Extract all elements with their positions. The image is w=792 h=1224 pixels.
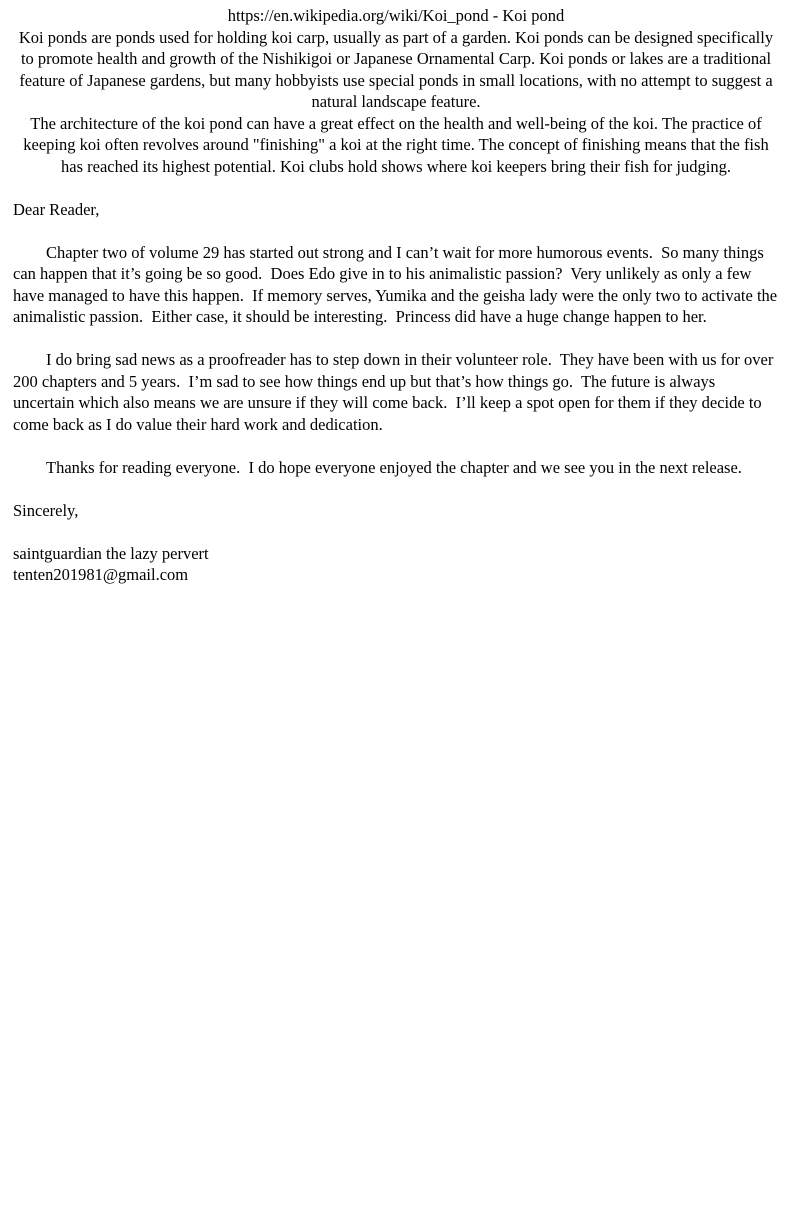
koi-pond-architecture-paragraph: The architecture of the koi pond can have a great effect on the health and well-being of the koi. The practice of keeping koi often revolves around "finishing" a koi at the right time. The concept of finishing means that the fish has reached its highest potential. Koi clubs hold shows where koi keepers bring their fish for judging. xyxy=(23,113,769,176)
signature-block xyxy=(13,543,779,586)
salutation: Dear Reader, xyxy=(13,199,100,219)
letter-body xyxy=(13,199,782,586)
source-url-line: https://en.wikipedia.org/wiki/Koi_pond - Koi pond xyxy=(227,6,565,25)
letter-paragraph-chapter-thoughts: Chapter two of volume 29 has started out strong and I can’t wait for more humorous events. So many things can happen that it’s going be so good. Does Edo give in to his animalistic passion? Very unlikely as only a few have managed to have this happen. If memory serves, Yumika and the geisha lady were the only two to activate the animalistic passion. Either case, it should be interesting. Princess did have a huge change happen to her. xyxy=(13,242,782,326)
header-block xyxy=(13,5,779,177)
letter-paragraph-proofreader-news: I do bring sad news as a proofreader has to step down in their volunteer role. They have been with us for over 200 chapters and 5 years. I’m sad to see how things end up but that’s how things go. The future is always uncertain which also means we are unsure if they will come back. I’ll keep a spot open for them if they decide to come back as I do value their hard work and dedication. xyxy=(13,350,778,434)
koi-pond-intro-paragraph: Koi ponds are ponds used for holding koi carp, usually as part of a garden. Koi ponds can be designed specifically to promote health and growth of the Nishikigoi or Japanese Ornamental Carp. Koi ponds or lakes are a traditional feature of Japanese gardens, but many hobbyists use special ponds in small locations, with no attempt to suggest a natural landscape feature. xyxy=(18,27,774,111)
signature-email: tenten201981@gmail.com xyxy=(13,565,189,584)
letter-paragraph-thanks: Thanks for reading everyone. I do hope everyone enjoyed the chapter and we see you in the next release. xyxy=(13,457,742,477)
signature-name: saintguardian the lazy pervert xyxy=(13,543,209,563)
closing: Sincerely, xyxy=(13,500,79,520)
